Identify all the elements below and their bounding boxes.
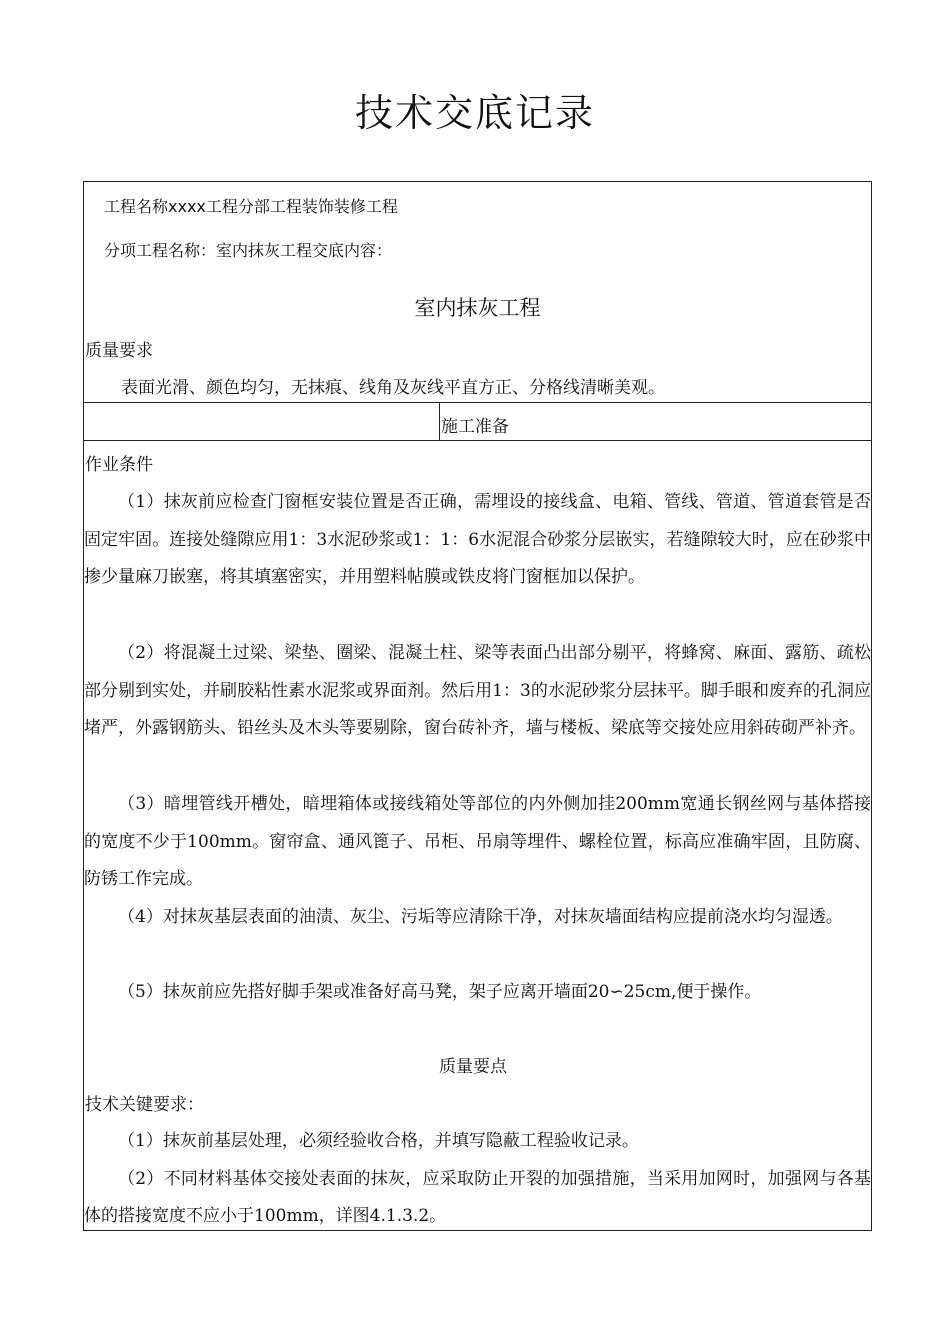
key-requirements-label: 技术关键要求：: [85, 1095, 204, 1115]
row-divider-quality: [83, 402, 872, 403]
work-condition-item-5: （5）抹灰前应先搭好脚手架或准备好高马凳，架子应离开墙面20∽25cm,便于操作。: [118, 982, 762, 1002]
subproject-name: 分项工程名称：室内抹灰工程交底内容：: [104, 241, 393, 260]
quality-requirements-text: 表面光滑、颜色均匀，无抹痕、线角及灰线平直方正、分格线清晰美观。: [121, 378, 665, 398]
work-condition-item-2: （2）将混凝土过梁、梁垫、圈梁、混凝土柱、梁等表面凸出部分剔平，将蜂窝、麻面、露筋、疏松部分剔到实处，并刷胶粘性素水泥浆或界面剂。然后用1：3的水泥砂浆分层抹平。脚手眼和废弃的孔洞应堵严，外露钢筋头、铅丝头及木头等要剔除，窗台砖补齐，墙与楼板、梁底等交接处应用斜砖砌严补齐。: [84, 643, 871, 739]
quality-point-item-1: （1）抹灰前基层处理，必须经验收合格，并填写隐蔽工程验收记录。: [118, 1131, 639, 1151]
work-condition-item-1: （1）抹灰前应检查门窗框安装位置是否正确，需埋设的接线盒、电箱、管线、管道、管道套管是否固定牢固。连接处缝隙应用1：3水泥砂浆或1：1：6水泥混合砂浆分层嵌实，若缝隙较大时，应在砂浆中掺少量麻刀嵌塞，将其填塞密实，并用塑料帖膜或铁皮将门窗框加以保护。: [84, 492, 871, 588]
work-conditions-heading: 作业条件: [85, 455, 153, 475]
work-condition-item-4: （4）对抹灰基层表面的油渍、灰尘、污垢等应清除干净，对抹灰墙面结构应提前浇水均匀湿透。: [118, 907, 843, 927]
quality-point-item-2: （2）不同材料基体交接处表面的抹灰，应采取防止开裂的加强措施，当采用加网时，加强网与各基体的搭接宽度不应小于100mm，详图4.1.3.2。: [84, 1169, 871, 1226]
column-divider-prep: [439, 402, 440, 440]
project-name: 工程名称xxxx工程分部工程装饰装修工程: [104, 197, 398, 216]
quality-points-heading: 质量要点: [439, 1057, 507, 1077]
section-title: 室内抹灰工程: [414, 296, 541, 320]
document-title: 技术交底记录: [354, 91, 595, 135]
quality-requirements-heading: 质量要求: [85, 341, 153, 361]
work-condition-item-3: （3）暗埋管线开槽处，暗埋箱体或接线箱处等部位的内外侧加挂200mm宽通长钢丝网与基体搭接的宽度不少于100mm。窗帘盒、通风篦子、吊柜、吊扇等埋件、螺栓位置，标高应准确牢固，且防腐、防锈工作完成。: [84, 794, 871, 890]
row-divider-prep: [83, 440, 872, 441]
construction-prep-label: 施工准备: [441, 417, 509, 437]
